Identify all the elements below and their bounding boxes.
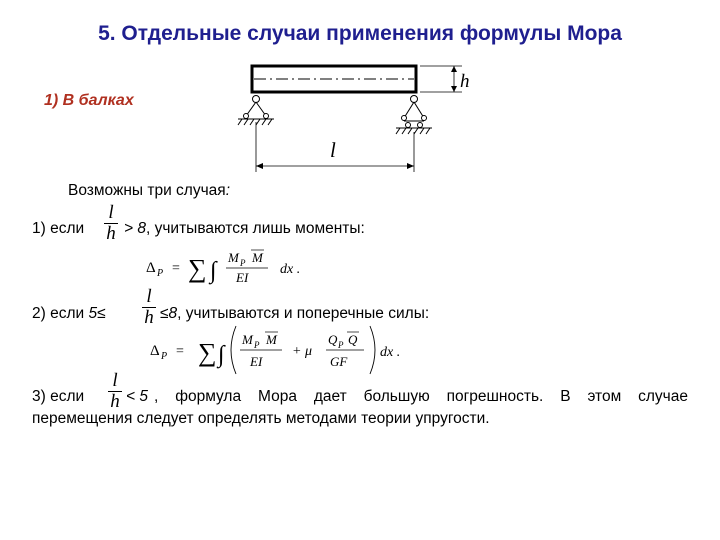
- f2-delta: Δ: [150, 343, 160, 359]
- f1-num-m2: M: [252, 250, 263, 265]
- f1-num-m: M: [228, 250, 239, 265]
- f2-dx: dx .: [380, 345, 401, 360]
- section-subtitle: 1) В балках: [44, 92, 134, 109]
- f2-num2-sub: P: [338, 340, 344, 350]
- f1-equals: =: [172, 261, 180, 276]
- f2-den2: GF: [330, 354, 348, 369]
- f2-equals: =: [176, 344, 184, 359]
- case1-frac-den: h: [106, 223, 116, 244]
- case2-lower-bound: 5≤: [84, 305, 106, 322]
- f2-integral-sign: ∫: [218, 342, 225, 368]
- case1-prefix: 1) если: [32, 220, 85, 237]
- beam-diagram: [228, 60, 478, 178]
- case3-frac-den: h: [110, 391, 120, 412]
- case3-text: [32, 386, 688, 430]
- page-title: 5. Отдельные случаи применения формулы Мора: [98, 22, 622, 45]
- f1-delta-sub: P: [157, 268, 164, 279]
- f1-sum-sign: ∑: [188, 254, 207, 283]
- f1-num-sub: P: [240, 258, 246, 268]
- f2-den1: EI: [250, 354, 263, 369]
- f1-integral-sign: ∫: [210, 258, 217, 284]
- height-dimension: [420, 66, 462, 92]
- f2-num1-m: M: [242, 332, 253, 347]
- intro-label: Возможны три случая: [68, 182, 226, 199]
- case2-prefix: [32, 303, 106, 325]
- case1-condition: > 8: [124, 220, 146, 237]
- f2-num1-sub: P: [254, 340, 260, 350]
- f2-right-paren: [370, 326, 375, 374]
- intro-colon: :: [225, 182, 230, 199]
- case1-description: , учитываются лишь моменты:: [145, 220, 365, 237]
- f2-sum-sign: ∑: [198, 338, 217, 367]
- f1-den: EI: [236, 270, 249, 285]
- case2-prefix-label: 2) если: [32, 305, 85, 322]
- case3-condition-value: < 5: [126, 388, 148, 405]
- case1-fraction: [104, 204, 118, 243]
- f1-delta: Δ: [146, 260, 156, 276]
- case1-text: [124, 218, 365, 240]
- height-label: h: [460, 71, 470, 92]
- f2-num2-q: Q: [328, 332, 338, 347]
- case1-frac-num: l: [108, 202, 114, 223]
- f2-left-paren: [231, 326, 236, 374]
- right-support: [396, 96, 432, 135]
- formula-1: [140, 246, 340, 290]
- f2-delta-sub: P: [161, 351, 168, 362]
- case3-frac-num: l: [112, 370, 118, 391]
- formula-2: [140, 322, 440, 378]
- f2-num2-q2: Q: [348, 332, 358, 347]
- f2-num1-m2: M: [266, 332, 277, 347]
- case2-frac-num: l: [146, 286, 152, 307]
- f2-plus-mu: + μ: [292, 344, 312, 359]
- case3-description: , формула Мора дает большую погрешность. В этом случае перемещения следует определять методами теории упругости.: [32, 388, 688, 427]
- case2-frac-den: h: [144, 307, 154, 328]
- f1-dx: dx .: [280, 262, 301, 277]
- intro-text: [68, 180, 230, 202]
- case2-upper-bound: ≤8: [160, 305, 178, 322]
- left-support: [238, 96, 274, 126]
- case2-description: , учитываются и поперечные силы:: [177, 305, 430, 322]
- case3-prefix: 3) если: [32, 388, 85, 405]
- span-label: l: [330, 138, 336, 162]
